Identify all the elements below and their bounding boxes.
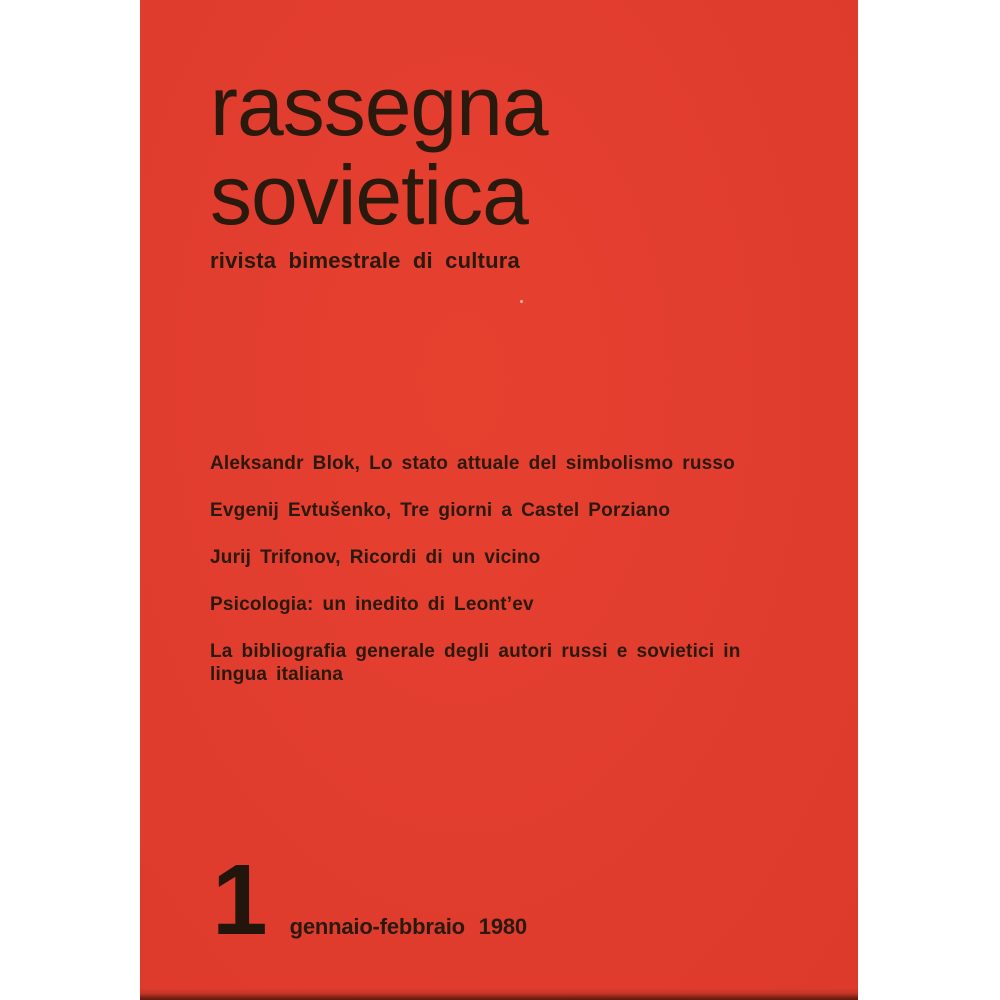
contents-item-psicologia: Psicologia: un inedito di Leont’ev (210, 594, 534, 615)
masthead-title (210, 59, 548, 242)
contents-item-trifonov: Jurij Trifonov, Ricordi di un vicino (210, 547, 541, 568)
contents-list (210, 452, 775, 710)
masthead-subtitle: rivista bimestrale di cultura (210, 248, 520, 273)
issue-date: gennaio-febbraio 1980 (289, 914, 527, 939)
magazine-cover (140, 0, 858, 1000)
issue-number: 1 (212, 844, 266, 956)
issue-row (212, 844, 527, 956)
title-line-2: sovietica (210, 148, 528, 242)
contents-item-evtusenko: Evgenij Evtušenko, Tre giorni a Castel Porziano (210, 500, 671, 521)
contents-item-blok: Aleksandr Blok, Lo stato attuale del simbolismo russo (210, 453, 735, 474)
contents-item-bibliografia: La bibliografia generale degli autori russi e sovietici in lingua italiana (210, 641, 741, 685)
paper-speck (520, 300, 523, 303)
title-line-1: rassegna (210, 59, 548, 153)
cover-bottom-edge-shadow (140, 988, 858, 1000)
